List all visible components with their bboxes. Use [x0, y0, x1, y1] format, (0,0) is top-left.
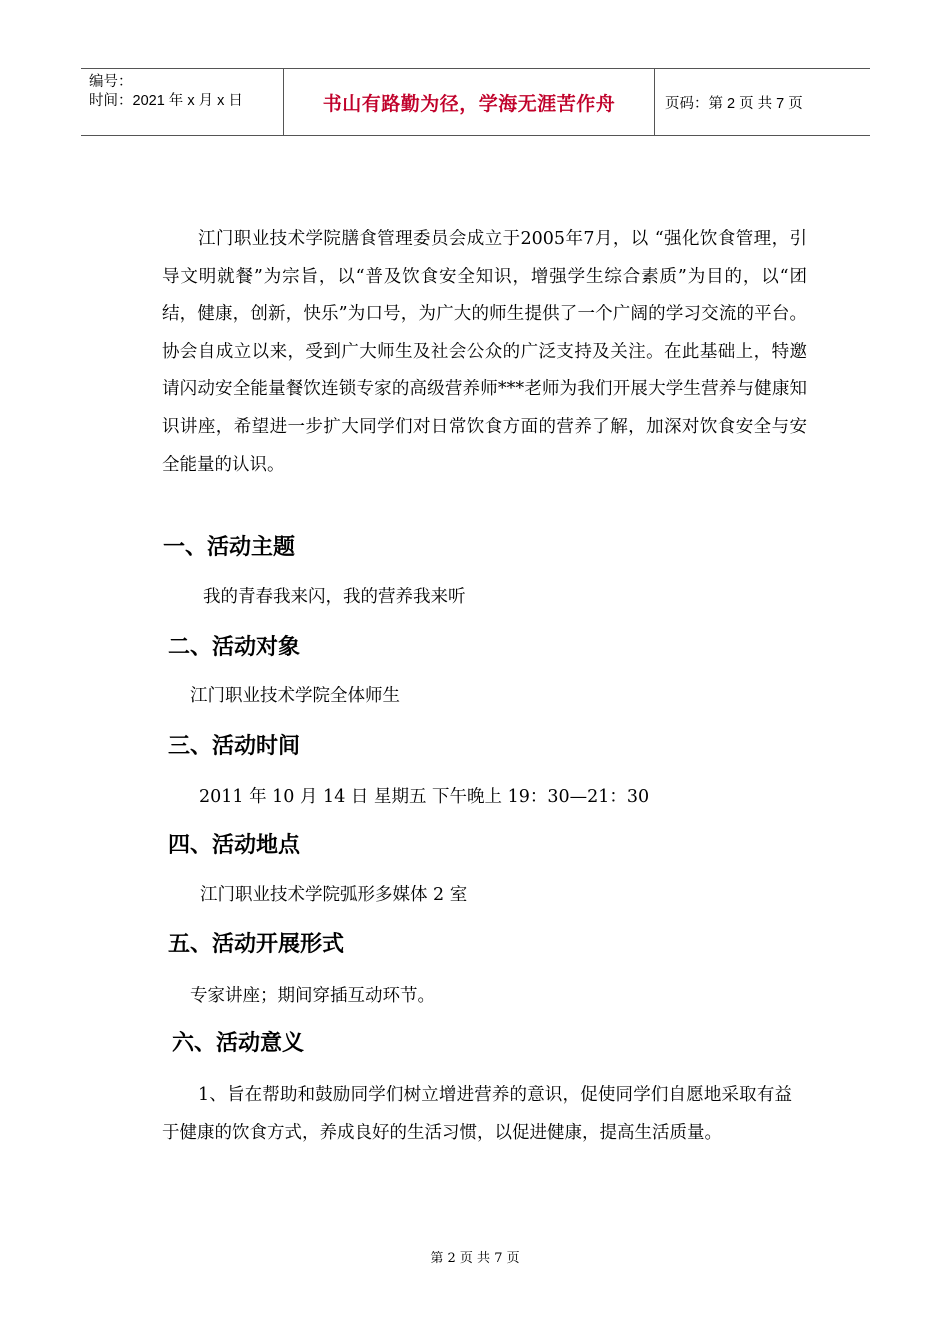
- significance-item-1: 1、旨在帮助和鼓励同学们树立增进营养的意识，促使同学们自愿地采取有益于健康的饮食方式，养成良好的生活习惯，以促进健康，提高生活质量。: [162, 1085, 792, 1143]
- section-text-format: 专家讲座；期间穿插互动环节。: [190, 986, 435, 1006]
- section-heading-venue: 四、活动地点: [168, 833, 301, 858]
- document-date: 时间：2021 年 x 月 x 日: [89, 93, 243, 109]
- section-heading-time: 三、活动时间: [168, 734, 301, 759]
- section-text-time: 2011 年 10 月 14 日 星期五 下午晚上 19：30—21：30: [199, 787, 650, 807]
- section-text-audience: 江门职业技术学院全体师生: [190, 686, 400, 706]
- section-heading-theme: 一、活动主题: [163, 535, 296, 560]
- section-text-venue: 江门职业技术学院弧形多媒体 2 室: [200, 885, 468, 905]
- header-meta: [81, 69, 283, 135]
- document-number: 编号：: [89, 74, 133, 90]
- section-heading-format: 五、活动开展形式: [168, 932, 345, 957]
- header-page-number: 页码：第 2 页 共 7 页: [665, 95, 803, 112]
- page-footer: 第 2 页 共 7 页: [430, 1251, 520, 1266]
- intro-paragraph: 江门职业技术学院膳食管理委员会成立于2005年7月，以 “强化饮食管理，引导文明就餐”为宗旨，以“普及饮食安全知识，增强学生综合素质”为目的，以“团结，健康，创新，快乐”为口号，为广大的师生提供了一个广阔的学习交流的平台。协会自成立以来，受到广大师生及社会公众的广泛支持及关注。在此基础上，特邀请闪动安全能量餐饮连锁专家的高级营养师***老师为我们开展大学生营养与健康知识讲座，希望进一步扩大同学们对日常饮食方面的营养了解，加深对饮食安全与安全能量的认识。: [162, 229, 807, 475]
- section-heading-audience: 二、活动对象: [168, 635, 301, 660]
- header-motto: 书山有路勤为径，学海无涯苦作舟: [283, 69, 655, 135]
- header-table: [81, 68, 870, 136]
- section-heading-significance: 六、活动意义: [172, 1031, 305, 1056]
- section-text-theme: 我的青春我来闪，我的营养我来听: [203, 587, 466, 607]
